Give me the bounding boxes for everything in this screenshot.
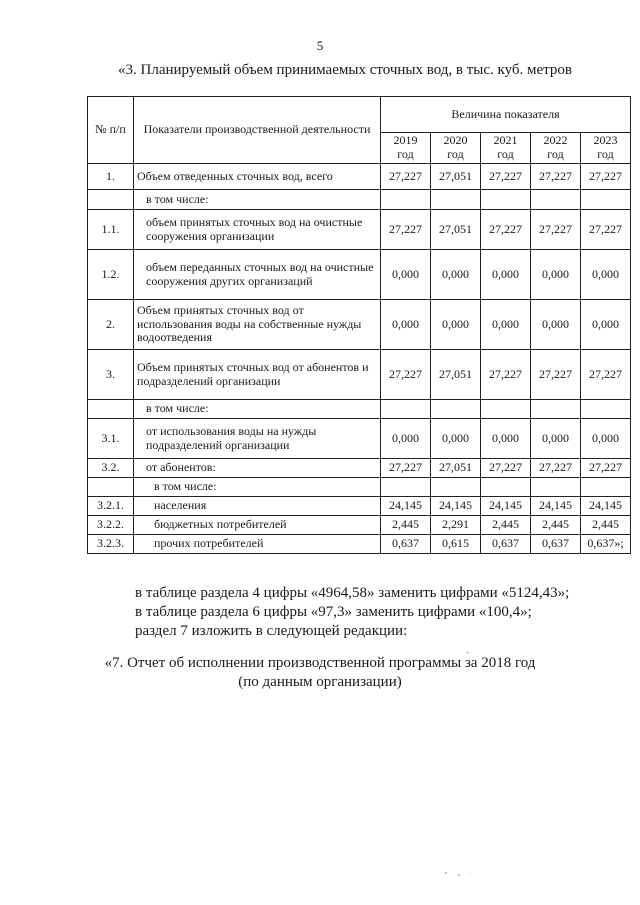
row-indicator: в том числе: [134,478,381,497]
table-row [88,419,631,459]
table-row [88,478,631,497]
row-value: 27,227 [381,350,431,400]
header-year: 2021 год [481,133,531,164]
row-value [381,190,431,210]
row-value: 2,445 [381,516,431,535]
row-value: 0,000 [431,419,481,459]
row-value: 24,145 [431,497,481,516]
row-indicator: бюджетных потребителей [134,516,381,535]
row-value: 0,000 [431,250,481,300]
row-number: 3.2.1. [88,497,134,516]
note-line: в таблице раздела 4 цифры «4964,58» заменить цифрами «5124,43»; [135,585,570,601]
row-value: 2,445 [481,516,531,535]
note-line: в таблице раздела 6 цифры «97,3» заменить цифрами «100,4»; [135,604,532,620]
row-number: 3.1. [88,419,134,459]
row-value: 2,445 [581,516,631,535]
section-title: «3. Планируемый объем принимаемых сточных вод, в тыс. куб. метров [118,62,572,78]
row-value [431,400,481,419]
row-value: 0,615 [431,535,481,554]
row-value: 27,051 [431,164,481,190]
row-indicator: Объем принятых сточных вод от использования воды на собственные нужды водоотведения [134,300,381,350]
table-row [88,350,631,400]
row-value [381,400,431,419]
row-number: 3.2.2. [88,516,134,535]
row-indicator: в том числе: [134,190,381,210]
header-value-group: Величина показателя [381,97,631,133]
row-number [88,400,134,419]
row-number: 3.2. [88,459,134,478]
row-value: 27,227 [481,210,531,250]
row-value: 0,637 [481,535,531,554]
row-value: 0,000 [581,300,631,350]
row-value: 27,227 [581,459,631,478]
production-table [87,96,631,554]
row-value: 0,000 [481,300,531,350]
row-value: 2,291 [431,516,481,535]
row-value: 0,000 [531,419,581,459]
row-value: 24,145 [581,497,631,516]
row-value: 0,637»; [581,535,631,554]
table-row [88,497,631,516]
row-value: 0,637 [381,535,431,554]
row-value: 0,000 [531,250,581,300]
row-number [88,478,134,497]
row-number: 3.2.3. [88,535,134,554]
row-value: 27,227 [531,459,581,478]
scan-speck [470,873,471,874]
row-indicator: Объем принятых сточных вод от абонентов и подразделений организации [134,350,381,400]
row-value [531,190,581,210]
row-value: 27,227 [531,350,581,400]
table-row [88,210,631,250]
table-row [88,164,631,190]
row-value: 2,445 [531,516,581,535]
header-indicator: Показатели производственной деятельности [134,97,381,164]
row-value: 0,637 [531,535,581,554]
row-value: 27,227 [381,459,431,478]
table-row [88,250,631,300]
scan-speck [445,872,447,874]
row-value [581,478,631,497]
row-indicator: от абонентов: [134,459,381,478]
row-indicator: в том числе: [134,400,381,419]
row-value [581,400,631,419]
row-number: 2. [88,300,134,350]
row-value: 24,145 [481,497,531,516]
row-number: 1.2. [88,250,134,300]
report-title [0,654,640,692]
row-indicator: Объем отведенных сточных вод, всего [134,164,381,190]
row-value: 27,227 [531,164,581,190]
row-value [531,478,581,497]
row-value: 27,227 [481,459,531,478]
row-number: 1. [88,164,134,190]
table-body [88,164,631,554]
row-number [88,190,134,210]
row-value: 0,000 [381,300,431,350]
row-value: 27,227 [581,210,631,250]
row-value: 27,227 [581,350,631,400]
row-value [431,478,481,497]
row-indicator: объем переданных сточных вод на очистные сооружения других организаций [134,250,381,300]
scan-speck [458,874,460,876]
header-year: 2022 год [531,133,581,164]
row-value: 27,051 [431,459,481,478]
table-row [88,535,631,554]
row-value: 27,227 [531,210,581,250]
row-number: 3. [88,350,134,400]
header-year: 2023 год [581,133,631,164]
row-value [481,190,531,210]
row-value: 0,000 [481,250,531,300]
table-row [88,300,631,350]
row-indicator: объем принятых сточных вод на очистные сооружения организации [134,210,381,250]
row-value: 27,051 [431,210,481,250]
header-num: № п/п [88,97,134,164]
row-value [481,478,531,497]
row-value: 27,227 [381,164,431,190]
row-value: 0,000 [481,419,531,459]
ink-mark: ˏ [466,643,470,654]
row-indicator: прочих потребителей [134,535,381,554]
row-number: 1.1. [88,210,134,250]
table-row [88,516,631,535]
table-row [88,459,631,478]
row-value: 0,000 [581,419,631,459]
row-value: 27,227 [381,210,431,250]
row-indicator: населения [134,497,381,516]
page-number: 5 [316,38,324,53]
header-year: 2020 год [431,133,481,164]
row-value: 0,000 [381,419,431,459]
row-value: 24,145 [531,497,581,516]
row-value: 0,000 [531,300,581,350]
table-row [88,190,631,210]
row-value: 0,000 [581,250,631,300]
row-value [581,190,631,210]
row-value: 27,227 [581,164,631,190]
row-value: 27,227 [481,350,531,400]
report-title-line: «7. Отчет об исполнении производственной программы за 2018 год [104,655,536,671]
row-value [481,400,531,419]
row-value [531,400,581,419]
row-value: 27,227 [481,164,531,190]
report-title-line: (по данным организации) [238,673,402,690]
row-indicator: от использования воды на нужды подразделений организации [134,419,381,459]
note-line: раздел 7 изложить в следующей редакции: [135,623,408,639]
row-value [381,478,431,497]
row-value: 24,145 [381,497,431,516]
row-value: 27,051 [431,350,481,400]
row-value: 0,000 [381,250,431,300]
table-row [88,400,631,419]
row-value: 0,000 [431,300,481,350]
row-value [431,190,481,210]
header-year: 2019 год [381,133,431,164]
